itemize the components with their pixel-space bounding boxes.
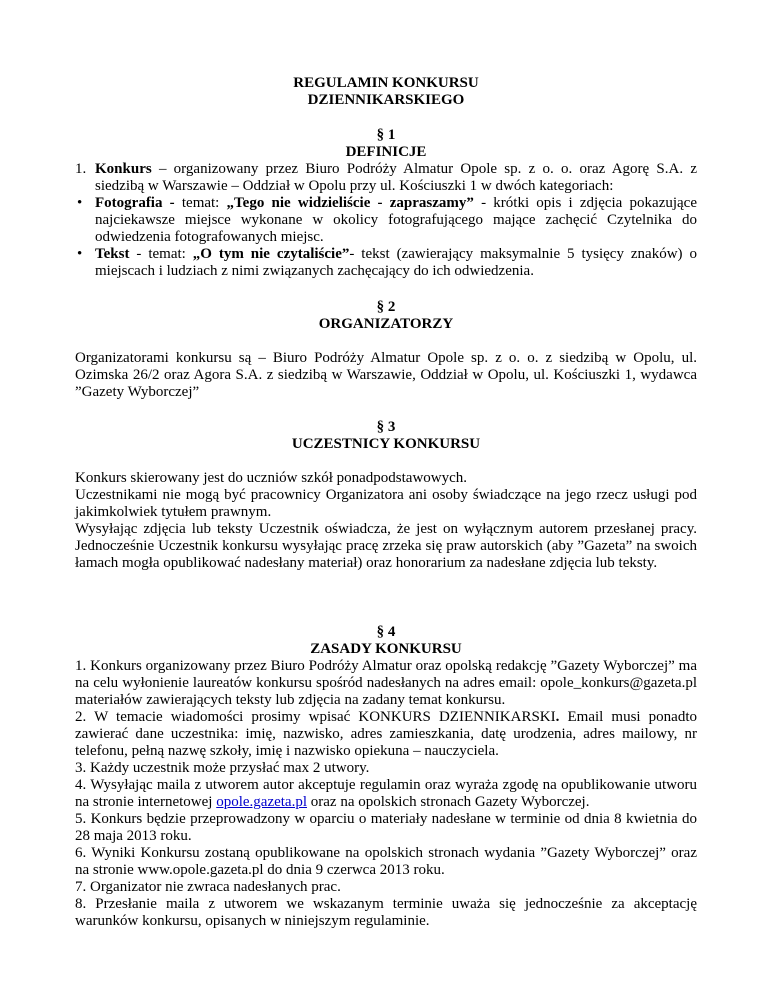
paragraph: Wysyłając zdjęcia lub teksty Uczestnik oświadcza, że jest on wyłącznym autorem przesłanej pracy. Jednocześnie Uczestnik konkursu wysyłając pracę zrzeka się praw autorskich (aby ”Gazeta” na swoich łamach mogła opublikować nadesłany materiał) oraz honorarium za nadesłane zdjęcia lub teksty. — [75, 521, 697, 571]
section-1-mark: § 1 — [376, 127, 396, 143]
section-2-mark: § 2 — [376, 299, 396, 315]
document-title — [75, 75, 697, 109]
category-term: Tekst — [95, 246, 130, 262]
paragraph: Konkurs skierowany jest do uczniów szkół ponadpodstawowych. — [75, 470, 468, 486]
item-number: 1. — [75, 161, 87, 177]
section-2-heading: ORGANIZATORZY — [318, 316, 454, 332]
category-tekst — [75, 246, 697, 280]
section-4-mark: § 4 — [376, 624, 396, 640]
section-4-body — [75, 658, 697, 930]
definition-item-1 — [75, 161, 697, 195]
rule-4-text: 4. Wysyłając maila z utworem autor akceptuje regulamin oraz wyraża zgodę na opublikowanie utworu na stronie internetowej — [75, 777, 697, 810]
rule-1: 1. Konkurs organizowany przez Biuro Podróży Almatur oraz opolską redakcję ”Gazety Wyborczej” ma na celu wyłonienie laureatów konkursu spośród nadesłanych na adres email: opole_konkurs@gazeta.pl materiałów zawierających teksty lub zdjęcia na zadany temat konkursu. — [75, 658, 697, 708]
rule-4-text-end: oraz na opolskich stronach Gazety Wyborczej. — [307, 794, 590, 810]
section-1-body — [75, 161, 697, 280]
section-3-body — [75, 470, 697, 572]
category-topic-prefix: - temat: — [129, 246, 193, 262]
section-2-text: Organizatorami konkursu są – Biuro Podróży Almatur Opole sp. z o. o. z siedzibą w Opolu, ul. Ozimska 26/2 oraz Agora S.A. z siedzibą w Warszawie, Oddział w Opolu, ul. Kościuszki 1, wydawca ”Gazety Wyborczej” — [75, 350, 697, 400]
category-topic-prefix: temat: — [174, 195, 227, 211]
rule-5: 5. Konkurs będzie przeprowadzony w oparciu o materiały nadesłane w terminie od dnia 8 kwietnia do 28 maja 2013 roku. — [75, 811, 697, 844]
category-description: - krótki opis i zdjęcia pokazujące najciekawsze miejsce wykonane w okolicy fotografującego mające zachęcić Czytelnika do odwiedzenia fotografowanych miejsc. — [95, 195, 697, 245]
term-konkurs: Konkurs — [95, 161, 152, 177]
rule-6: 6. Wyniki Konkursu zostaną opublikowane na opolskich stronach wydania ”Gazety Wyborczej” oraz na stronie www.opole.gazeta.pl do dnia 9 czerwca 2013 roku. — [75, 845, 697, 878]
rule-3: 3. Każdy uczestnik może przysłać max 2 utwory. — [75, 760, 370, 776]
rule-7: 7. Organizator nie zwraca nadesłanych prac. — [75, 879, 341, 895]
category-term: Fotografia - — [95, 195, 175, 211]
rule-2-subject: 2. W temacie wiadomości prosimy wpisać KONKURS DZIENNIKARSKI — [75, 709, 556, 725]
rule-2-dot: . — [555, 709, 560, 725]
rule-2-details: Email musi ponadto zawierać dane uczestnika: imię, nazwisko, adres zamieszkania, datę urodzenia, adres mailowy, nr telefonu, pełną nazwę szkoły, imię i nazwisko opiekuna – nauczyciela. — [75, 709, 697, 759]
paragraph: Uczestnikami nie mogą być pracownicy Organizatora ani osoby świadczące na jego rzecz usługi pod jakimkolwiek tytułem prawnym. — [75, 487, 697, 520]
section-3-mark: § 3 — [376, 419, 396, 435]
category-fotografia — [75, 195, 697, 246]
title-line-2: DZIENNIKARSKIEGO — [307, 92, 465, 108]
title-line-1: REGULAMIN KONKURSU — [293, 75, 479, 91]
rule-2 — [75, 709, 697, 760]
category-topic: „Tego nie widzieliście - zapraszamy” — [226, 195, 474, 211]
section-3-header — [75, 419, 697, 453]
rule-4 — [75, 777, 697, 811]
section-3-heading: UCZESTNICY KONKURSU — [291, 436, 481, 452]
section-2-header — [75, 299, 697, 333]
section-4-header — [75, 624, 697, 658]
section-1-header — [75, 127, 697, 161]
bullet-icon: • — [77, 195, 83, 211]
definition-text: – organizowany przez Biuro Podróży Almatur Opole sp. z o. o. oraz Agorę S.A. z siedzibą w Warszawie – Oddział w Opolu przy ul. Kościuszki 1 w dwóch kategoriach: — [95, 161, 697, 194]
rule-8: 8. Przesłanie maila z utworem we wskazanym terminie uważa się jednocześnie za akceptację warunków konkursu, opisanych w niniejszym regulaminie. — [75, 896, 697, 929]
website-link[interactable]: opole.gazeta.pl — [216, 794, 308, 810]
bullet-icon: • — [77, 246, 83, 262]
category-topic: „O tym nie czytaliście” — [192, 246, 350, 262]
section-1-heading: DEFINICJE — [345, 144, 427, 160]
section-4-heading: ZASADY KONKURSU — [310, 641, 462, 657]
category-description: - tekst (zawierający maksymalnie 5 tysięcy znaków) o miejscach i ludziach z nimi związanych zachęcający do ich odwiedzenia. — [95, 246, 697, 279]
